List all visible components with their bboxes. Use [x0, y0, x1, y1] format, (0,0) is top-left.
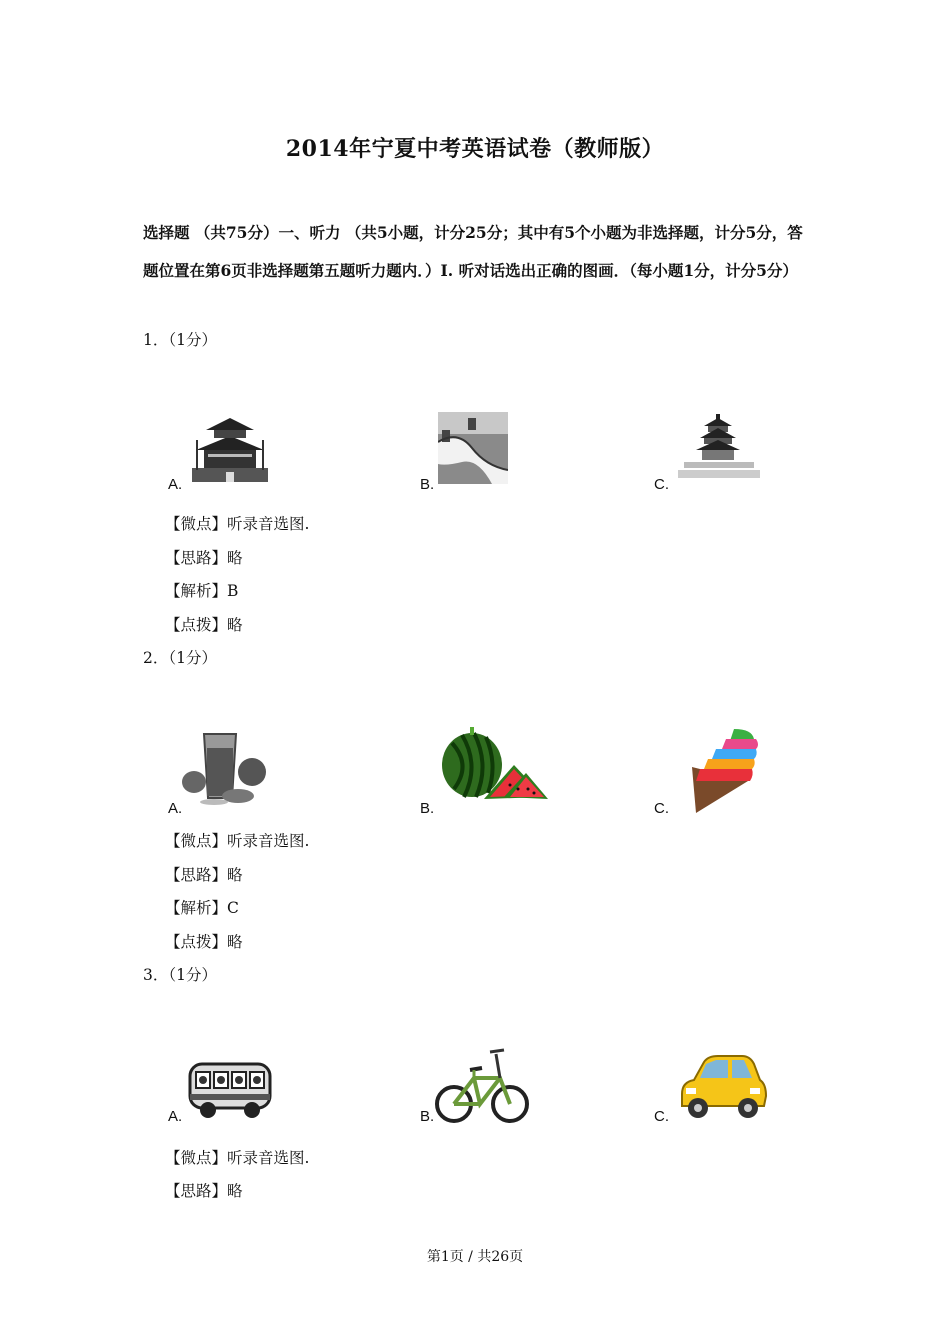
question-2-option-a [166, 730, 276, 820]
great-wall-icon [438, 412, 508, 484]
option-letter: C. [654, 476, 669, 493]
question-2-option-b [418, 725, 558, 820]
option-letter: A. [168, 1108, 183, 1125]
ice-cream-icon [682, 725, 762, 815]
bicycle-icon [434, 1044, 530, 1124]
option-letter: C. [654, 800, 669, 817]
question-1-option-c [652, 412, 772, 497]
q3-silu: 【思路】略 [165, 1182, 243, 1200]
option-letter: A. [168, 476, 183, 493]
q1-dianbo: 【点拨】略 [165, 616, 243, 634]
q2-jiexi: 【解析】C [165, 899, 239, 917]
option-letter: B. [420, 476, 435, 493]
question-2-option-c [652, 725, 772, 820]
bus-icon [188, 1058, 272, 1120]
question-1-option-b [418, 412, 528, 497]
q1-weidian: 【微点】听录音选图. [165, 515, 310, 533]
option-letter: B. [420, 1108, 435, 1125]
tiananmen-gate-icon [190, 410, 270, 485]
q3-weidian: 【微点】听录音选图. [165, 1149, 310, 1167]
page-title: 2014年宁夏中考英语试卷（教师版） [285, 136, 665, 162]
question-3-option-b [418, 1044, 538, 1134]
page-footer: 第1页 / 共26页 [426, 1249, 524, 1265]
q2-dianbo: 【点拨】略 [165, 933, 243, 951]
temple-of-heaven-icon [674, 412, 764, 482]
option-letter: B. [420, 800, 435, 817]
question-1-option-a [166, 410, 276, 495]
q1-silu: 【思路】略 [165, 549, 243, 567]
question-3-option-a [166, 1058, 276, 1133]
option-letter: A. [168, 800, 183, 817]
question-3-option-c [652, 1052, 782, 1134]
section-heading: 选择题 （共75分）一、听力 （共5小题，计分25分；其中有5个小题为非选择题，计分5分，答题位置在第6页非选择题第五题听力题内．）I. 听对话选出正确的图画．（每小题1分，计分5分） [143, 223, 803, 280]
question-3-number: 3．（1分） [143, 966, 217, 984]
q2-silu: 【思路】略 [165, 866, 243, 884]
option-letter: C. [654, 1108, 669, 1125]
watermelon-icon [440, 725, 550, 807]
question-2-number: 2．（1分） [143, 649, 217, 667]
q2-weidian: 【微点】听录音选图. [165, 832, 310, 850]
question-1-number: 1．（1分） [143, 331, 217, 349]
car-icon [676, 1052, 768, 1122]
q1-jiexi: 【解析】B [165, 582, 239, 600]
juice-icon [180, 730, 270, 805]
